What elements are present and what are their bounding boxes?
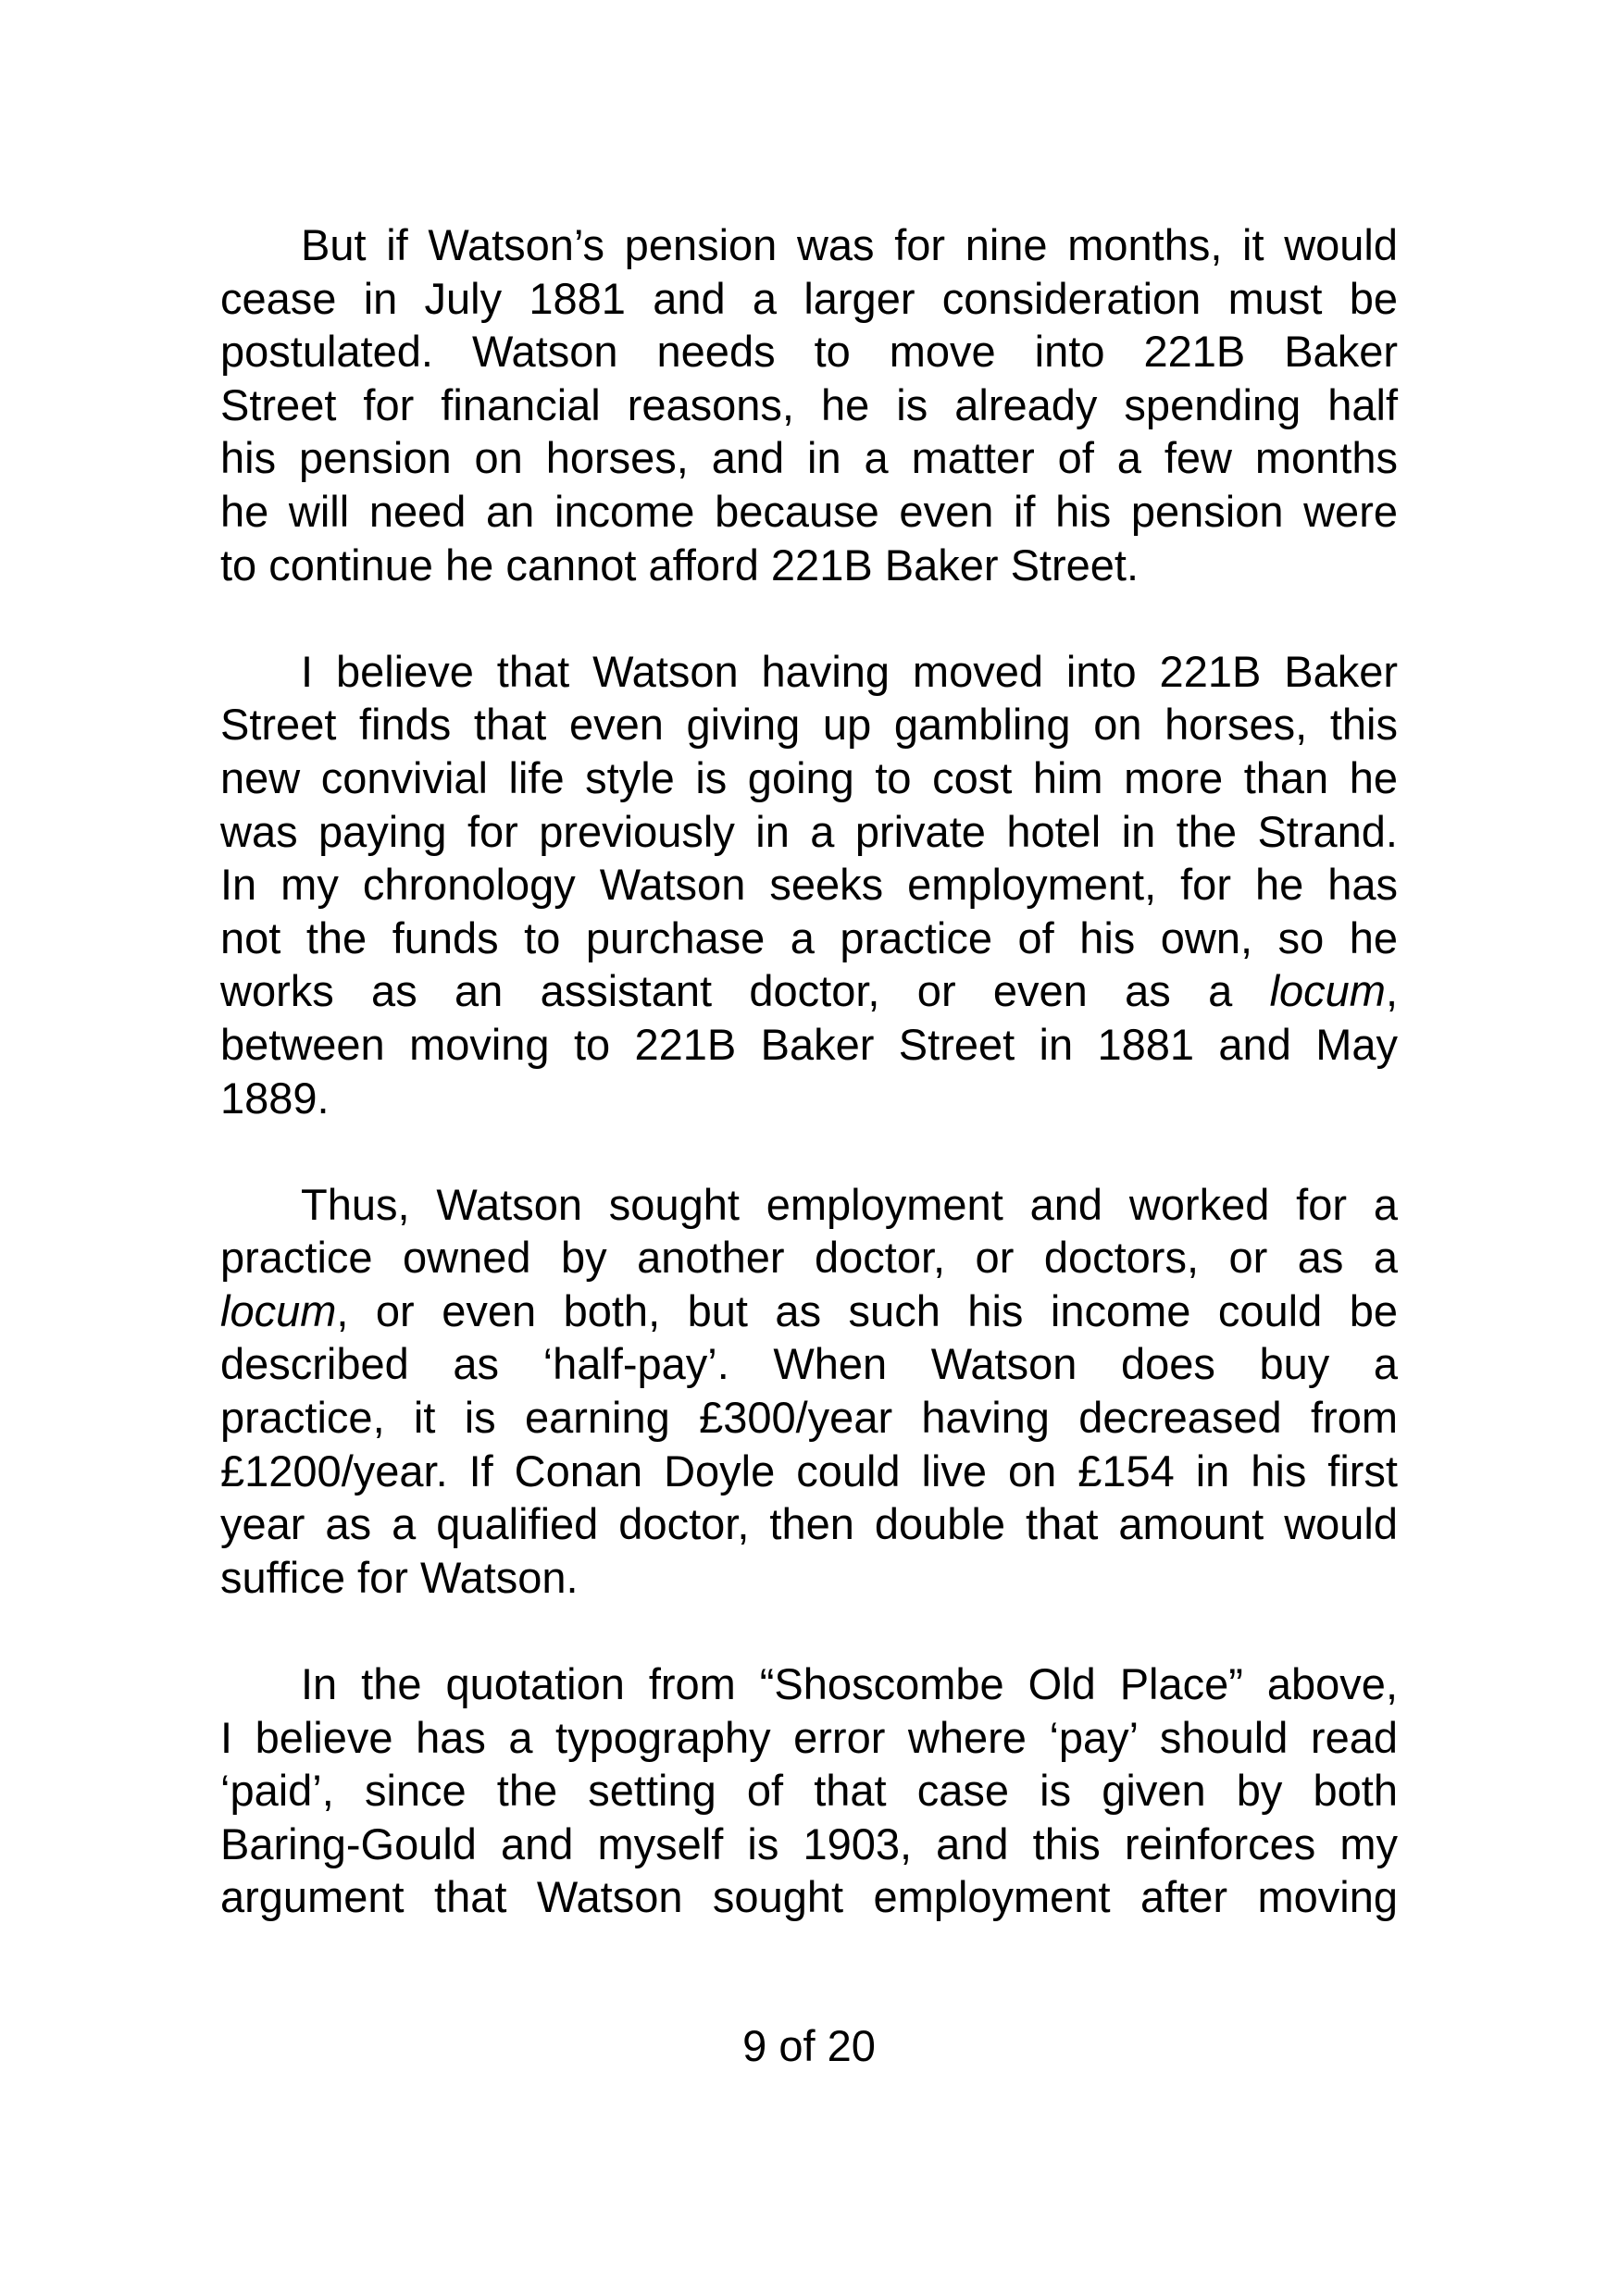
- text-segment: Street finds that even giving up gambling on horses, this: [220, 700, 1398, 750]
- text-line: [220, 805, 1398, 859]
- text-line: [220, 1551, 1398, 1605]
- text-segment: practice, it is earning £300/year having decreased from: [220, 1393, 1398, 1443]
- text-segment: described as ‘half-pay’. When Watson does buy a: [220, 1339, 1398, 1389]
- text-line: [220, 485, 1398, 539]
- text-line: [220, 539, 1398, 592]
- text-segment: argument that Watson sought employment after moving: [220, 1872, 1398, 1922]
- page-number: 9 of 20: [742, 2020, 876, 2070]
- text-segment: suffice for Watson.: [220, 1552, 579, 1602]
- text-line: [220, 1657, 1398, 1711]
- text-line: [220, 379, 1398, 432]
- text-segment: I believe that Watson having moved into 221B Baker: [301, 646, 1398, 696]
- text-segment: postulated. Watson needs to move into 221B Baker: [220, 327, 1398, 377]
- text-line: [220, 1231, 1398, 1285]
- text-line: [220, 645, 1398, 699]
- text-segment: I believe has a typography error where ‘pay’ should read: [220, 1712, 1398, 1762]
- paragraph: [220, 1178, 1398, 1605]
- text-line: [220, 964, 1398, 1018]
- text-line: [220, 751, 1398, 805]
- paragraph: [220, 1657, 1398, 1924]
- text-line: [220, 1818, 1398, 1871]
- text-line: [220, 1711, 1398, 1765]
- text-line: [220, 1445, 1398, 1498]
- text-line: [220, 218, 1398, 272]
- text-segment: In the quotation from “Shoscombe Old Place” above,: [301, 1659, 1398, 1709]
- text-line: [220, 1337, 1398, 1391]
- text-segment: new convivial life style is going to cost him more than he: [220, 752, 1398, 802]
- text-segment: cease in July 1881 and a larger consideration must be: [220, 273, 1398, 323]
- italic-text: locum: [220, 1285, 337, 1335]
- text-line: [220, 1285, 1398, 1338]
- text-segment: practice owned by another doctor, or doctors, or as a: [220, 1233, 1398, 1283]
- text-line: [220, 698, 1398, 751]
- text-segment: was paying for previously in a private hotel in the Strand.: [220, 806, 1398, 856]
- text-segment: between moving to 221B Baker Street in 1881 and May: [220, 1019, 1398, 1069]
- text-line: [220, 1018, 1398, 1072]
- text-segment: year as a qualified doctor, then double that amount would: [220, 1499, 1398, 1549]
- text-segment: ,: [1385, 966, 1398, 1016]
- text-segment: Thus, Watson sought employment and worked for a: [301, 1179, 1398, 1229]
- italic-text: locum: [1269, 966, 1386, 1016]
- text-line: [220, 1391, 1398, 1445]
- text-segment: Baring-Gould and myself is 1903, and this reinforces my: [220, 1818, 1398, 1868]
- text-segment: , or even both, but as such his income could be: [336, 1285, 1398, 1335]
- text-line: [220, 1764, 1398, 1818]
- paragraphs: [220, 218, 1398, 1978]
- paragraph: [220, 218, 1398, 591]
- text-segment: But if Watson’s pension was for nine months, it would: [301, 220, 1398, 269]
- text-segment: In my chronology Watson seeks employment, for he has: [220, 860, 1398, 910]
- text-segment: ‘paid’, since the setting of that case is given by both: [220, 1766, 1398, 1816]
- text-segment: Street for financial reasons, he is already spending half: [220, 379, 1398, 429]
- text-segment: to continue he cannot afford 221B Baker Street.: [220, 540, 1140, 590]
- text-line: [220, 431, 1398, 485]
- text-line: [220, 272, 1398, 326]
- text-segment: works as an assistant doctor, or even as a: [220, 966, 1270, 1016]
- text-line: [220, 1497, 1398, 1551]
- text-line: [220, 325, 1398, 379]
- text-line: [220, 858, 1398, 912]
- paragraph: [220, 645, 1398, 1124]
- text-segment: his pension on horses, and in a matter of a few months: [220, 433, 1398, 483]
- text-line: [220, 912, 1398, 965]
- text-line: [220, 1870, 1398, 1924]
- text-line: [220, 1072, 1398, 1125]
- text-segment: 1889.: [220, 1073, 330, 1123]
- text-segment: not the funds to purchase a practice of his own, so he: [220, 912, 1398, 962]
- text-segment: £1200/year. If Conan Doyle could live on £154 in his first: [220, 1446, 1398, 1496]
- text-line: [220, 1178, 1398, 1232]
- text-segment: he will need an income because even if his pension were: [220, 486, 1398, 536]
